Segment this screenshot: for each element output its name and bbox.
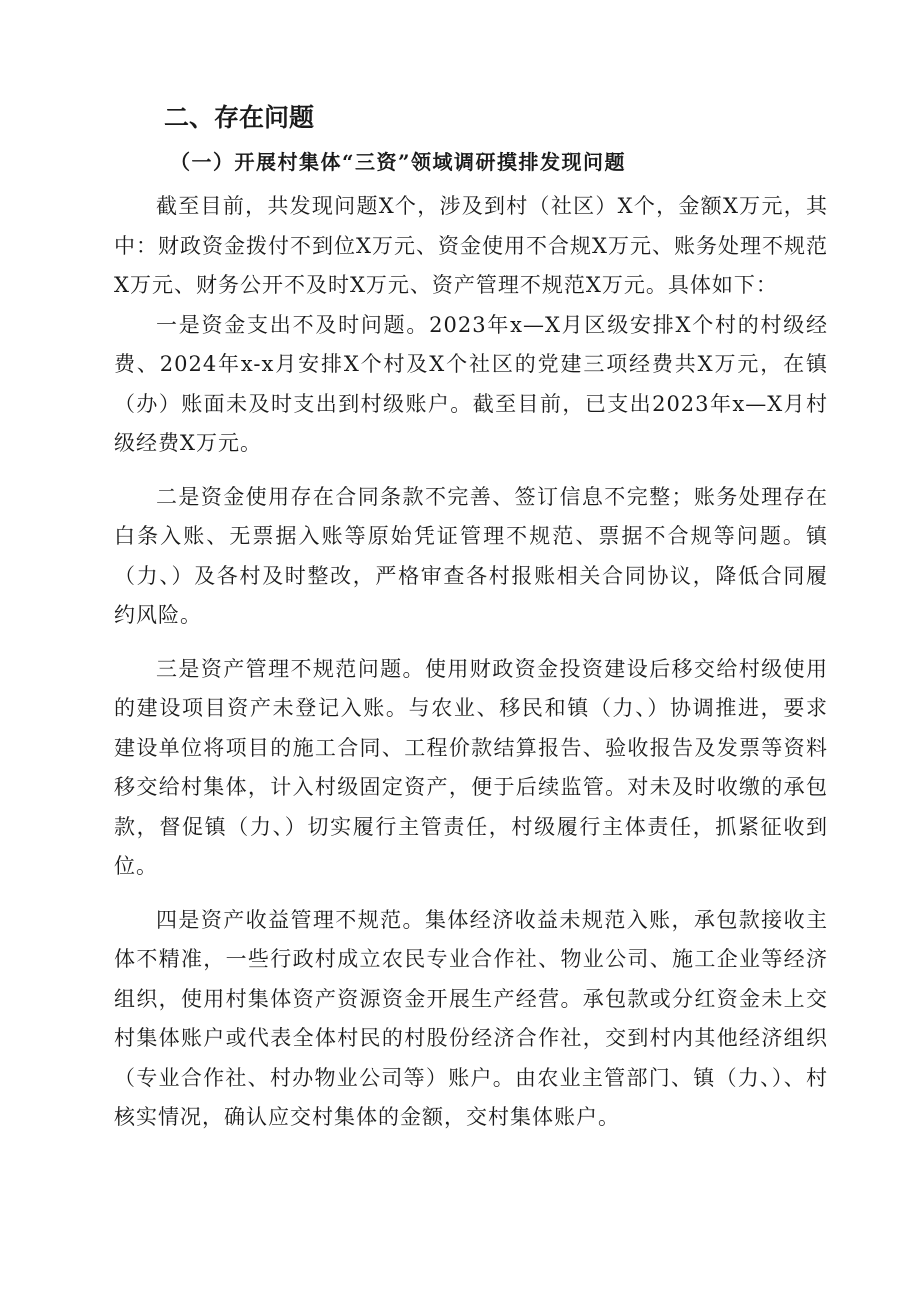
- paragraph-issue-4: 四是资产收益管理不规范。集体经济收益未规范入账，承包款接收主体不精准，一些行政村成立农民专业合作社、物业公司、施工企业等经济组织，使用村集体资产资源资金开展生产经营。承包款或分红资金未上交村集体账户或代表全体村民的村股份经济合作社，交到村内其他经济组织（专业合作社、村办物业公司等）账户。由农业主管部门、镇（力、）、村核实情况，确认应交村集体的金额，交村集体账户。: [114, 907, 828, 1129]
- paragraph-summary: 截至目前，共发现问题X个，涉及到村（社区）X个，金额X万元，其中：财政资金拨付不到位X万元、资金使用不合规X万元、账务处理不规范X万元、财务公开不及时X万元、资产管理不规范X万元。具体如下：: [114, 194, 828, 297]
- section-heading: 二、存在问题: [164, 103, 315, 132]
- paragraph-issue-3: 三是资产管理不规范问题。使用财政资金投资建设后移交给村级使用的建设项目资产未登记入账。与农业、移民和镇（力、）协调推进，要求建设单位将项目的施工合同、工程价款结算报告、验收报告及发票等资料移交给村集体，计入村级固定资产，便于后续监管。对未及时收缴的承包款，督促镇（力、）切实履行主管责任，村级履行主体责任，抓紧征收到位。: [114, 656, 828, 878]
- paragraph-issue-2: 二是资金使用存在合同条款不完善、签订信息不完整；账务处理存在白条入账、无票据入账等原始凭证管理不规范、票据不合规等问题。镇（力、）及各村及时整改，严格审查各村报账相关合同协议，降低合同履约风险。: [114, 484, 828, 627]
- paragraph-issue-1: 一是资金支出不及时问题。2023年x—X月区级安排X个村的村级经费、2024年x-x月安排X个村及X个社区的党建三项经费共X万元，在镇（办）账面未及时支出到村级账户。截至目前，已支出2023年x—X月村级经费X万元。: [114, 312, 828, 455]
- document-body: [114, 187, 828, 1138]
- subsection-heading: （一）开展村集体“三资”领域调研摸排发现问题: [170, 150, 627, 174]
